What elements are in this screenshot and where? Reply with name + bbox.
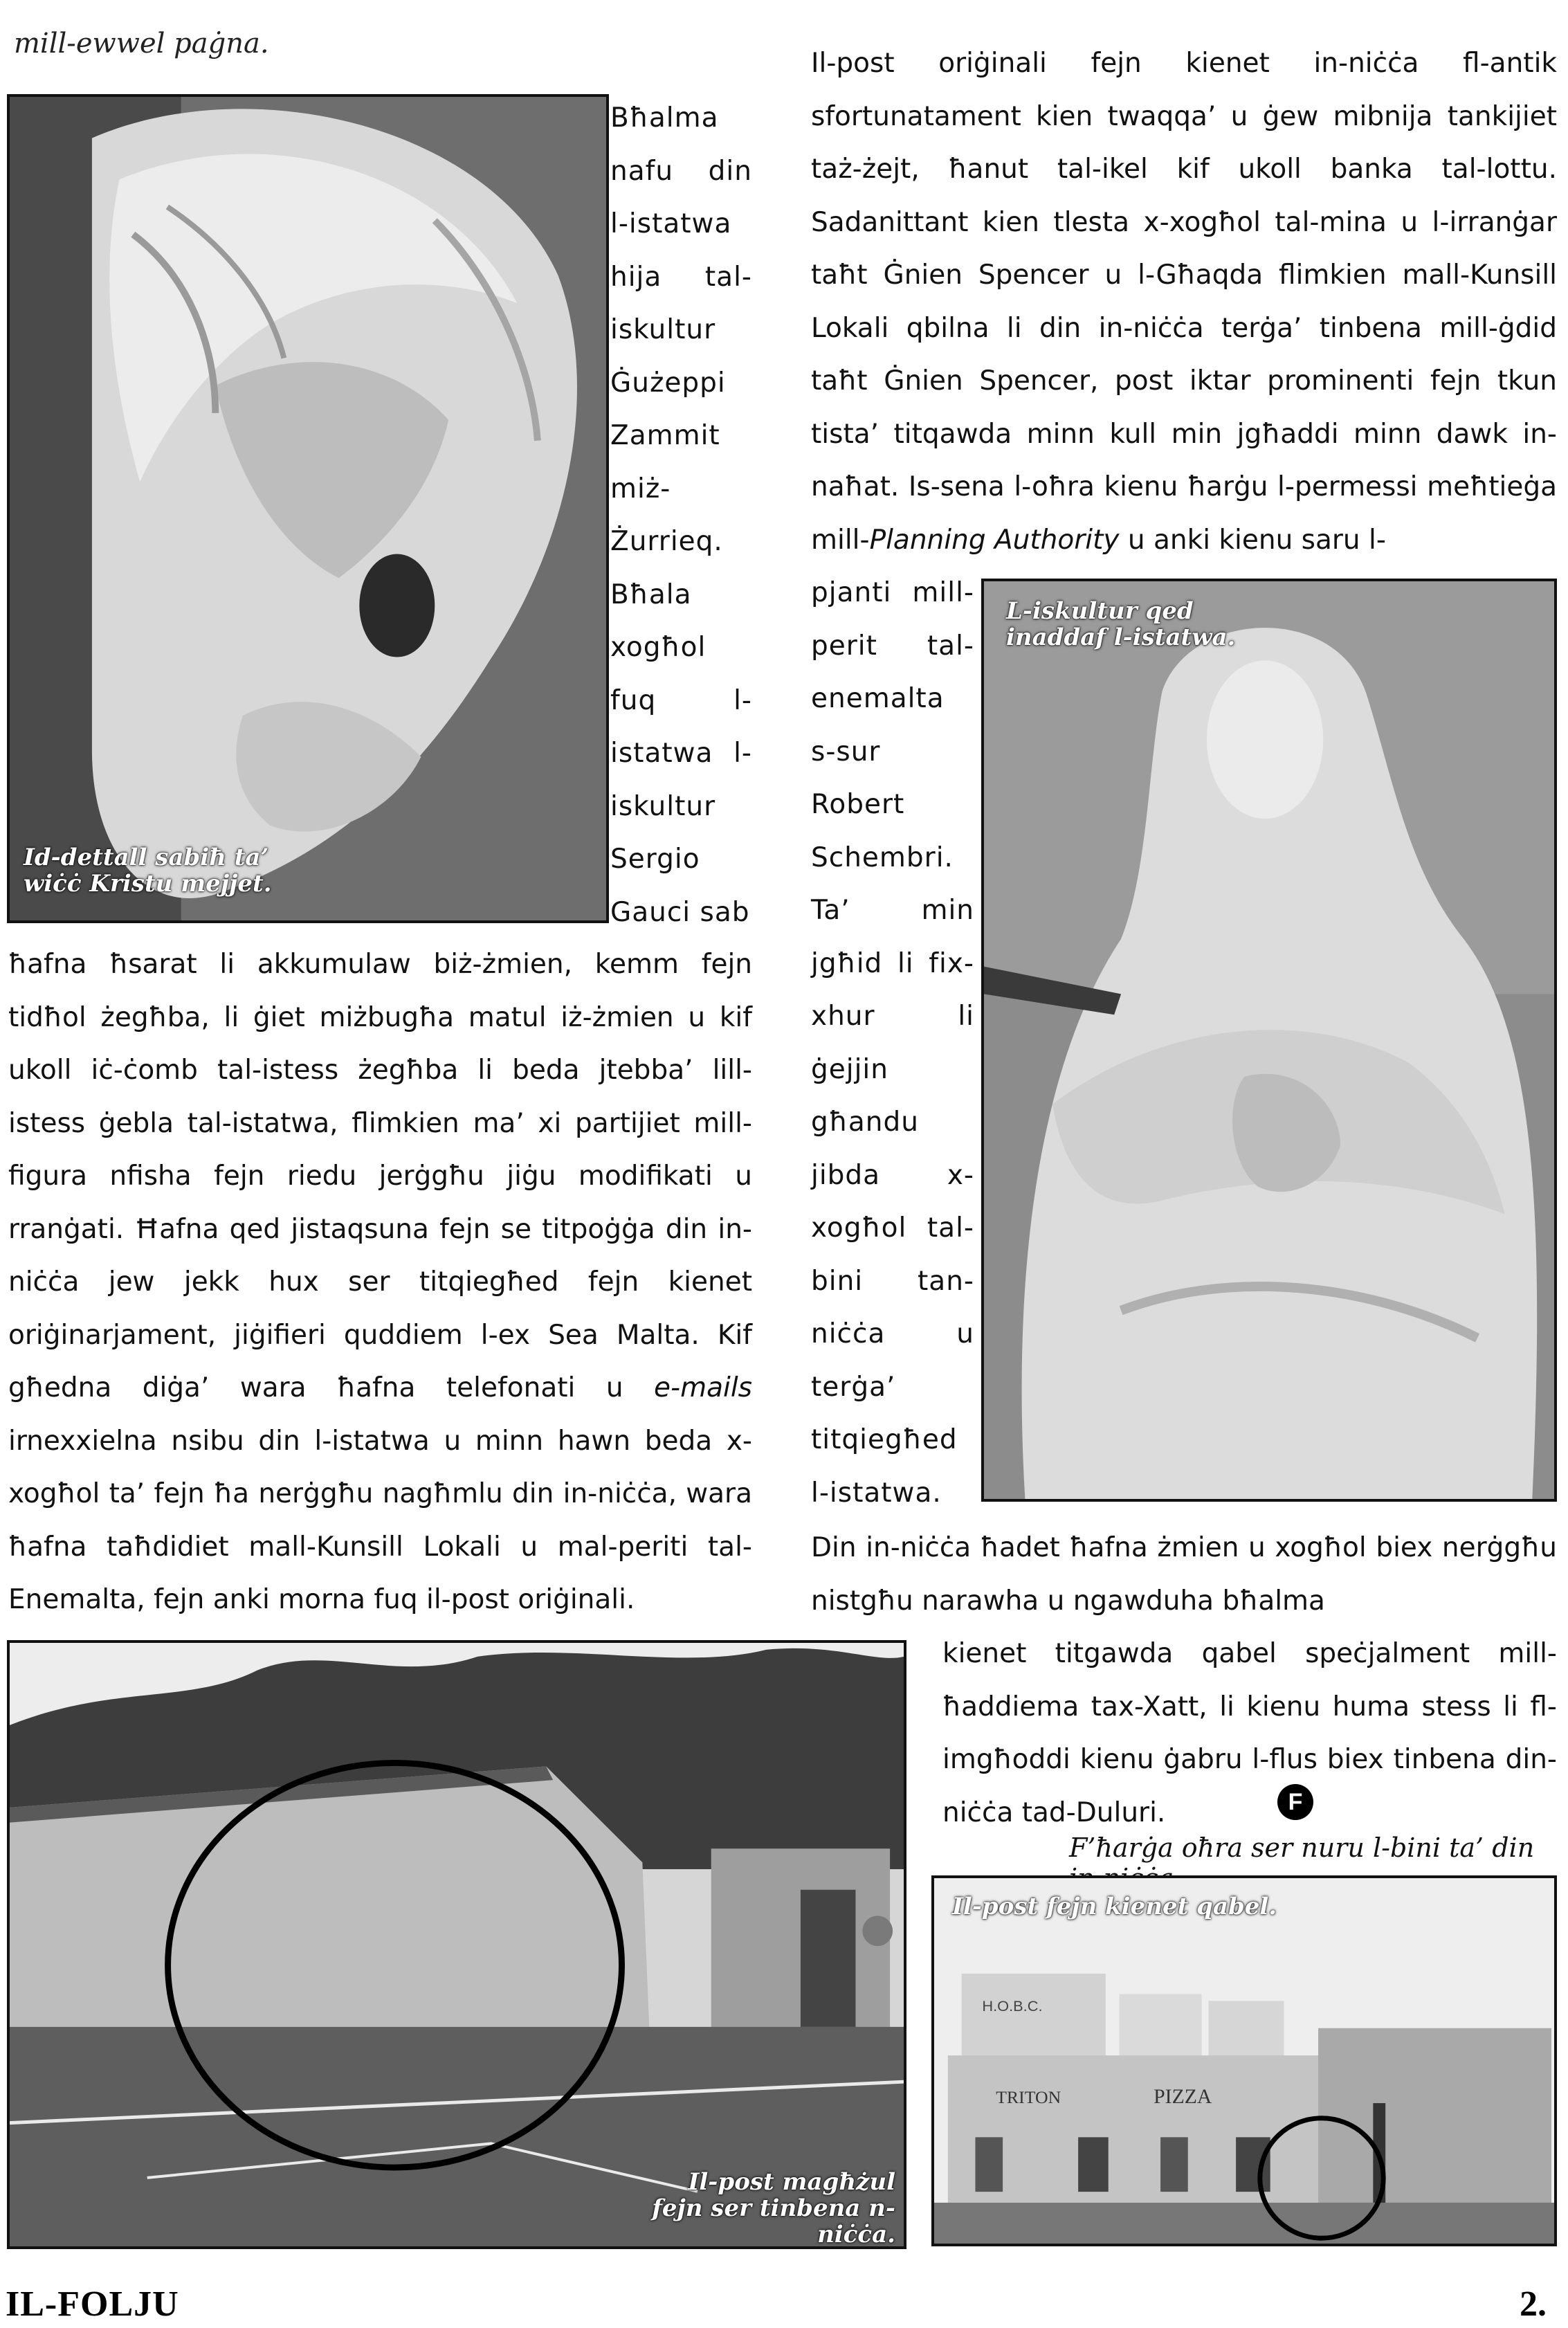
left-body-text xyxy=(8,938,752,1627)
end-mark-icon: F xyxy=(1277,1784,1313,1820)
intro-narrow-column: Bħalma nafu din l-istatwa hija tal-iskultur Ġużeppi Zammit miż-Żurrieq. Bħala xogħol fuq l-istatwa l-iskultur Sergio Gauci sab xyxy=(610,102,752,928)
page-number: 2. xyxy=(1520,2284,1547,2324)
sculptor-statue-illustration xyxy=(984,581,1554,1499)
caption-sculptor: L-iskultur qed inaddaf l-istatwa. xyxy=(1006,597,1236,651)
caption-chosen-site: Il-post magħżul fejn ser tinbena n-niċċa. xyxy=(652,2168,895,2248)
right-top-part-2: u anki kienu saru l- xyxy=(1119,524,1386,556)
section-header: mill-ewwel paġna. xyxy=(14,28,269,60)
original-site-illustration xyxy=(934,1878,1554,2244)
sign-triton: TRITON xyxy=(996,2087,1061,2108)
christ-face-illustration xyxy=(10,97,606,920)
right-end-text: kienet titgawda qabel speċjalment mill-ħaddiema tax-Xatt, li kienu huma stess li fl-imgħoddi kienu ġabru l-flus biex tinbena din-niċċa tad-Duluri. xyxy=(942,1638,1557,1828)
left-body-part-1: ħafna ħsarat li akkumulaw biż-żmien, kemm fejn tidħol żegħba, li ġiet miżbugħa matul iż-żmien u kif ukoll iċ-ċomb tal-istess żegħba li beda jtebba’ lill-istess ġebla tal-istatwa, flimkien ma’ xi partijiet mill-figura nfisha fejn riedu jerġgħu jiġu modifikati u rranġati. Ħafna qed jistaqsuna fejn se titpoġġa din in-niċċa jew jekk hux ser titqiegħed fejn kienet oriġinarjament, jiġifieri quddiem l-ex Sea Malta. Kif għedna diġa’ wara ħafna telefonati u xyxy=(8,949,752,1403)
sign-pizza: PIZZA xyxy=(1154,2086,1212,2109)
left-body-part-2: irnexxielna nsibu din l-istatwa u minn hawn beda x-xogħol ta’ fejn ħa nerġgħu nagħmlu din in-niċċa, wara ħafna taħdidiet mall-Kunsill Lokali u mal-periti tal-Enemalta, fejn anki morna fuq il-post oriġinali. xyxy=(8,1425,752,1615)
chosen-site-illustration xyxy=(10,1643,904,2246)
right-top-text xyxy=(811,37,1557,567)
caption-original-site: Il-post fejn kienet qabel. xyxy=(952,1893,1277,1920)
right-mid-text: Din in-niċċa ħadet ħafna żmien u xogħol biex nerġgħu nistgħu narawha u ngawduha bħalma xyxy=(811,1532,1557,1617)
photo-original-site xyxy=(931,1875,1557,2246)
right-top-part-1: Il-post oriġinali fejn kienet in-niċċa fl-antik sfortunatament kien twaqqa’ u ġew mibnija tankijiet taż-żejt, ħanut tal-ikel kif ukoll banka tal-lottu. Sadanittant kien tlesta x-xogħol tal-mina u l-irranġar taħt Ġnien Spencer u l-Għaqda flimkien mall-Kunsill Lokali qbilna li din in-niċċa terġa’ tinbena mill-ġdid taħt Ġnien Spencer, post iktar prominenti fejn tkun tista’ titqawda minn kull min jgħaddi minn dawk in-naħat. Is-sena l-oħra kienu ħarġu l-permessi meħtieġa mill- xyxy=(811,48,1557,556)
magazine-name: IL-FOLJU xyxy=(6,2284,179,2324)
photo-christ-face xyxy=(7,94,609,923)
left-body-emphasis: e-mails xyxy=(654,1372,752,1403)
photo-chosen-site xyxy=(7,1640,906,2249)
signoff-note: F’ħarġa oħra ser nuru l-bini ta’ din xyxy=(1069,1833,1535,1863)
sign-tank: H.O.B.C. xyxy=(982,1997,1043,2015)
photo-sculptor xyxy=(981,579,1557,1502)
right-narrow-column: pjanti mill-perit tal-enemalta s-sur Robert Schembri. Ta’ min jgħid li fix-xhur li ġejjin għandu jibda x-xogħol tal-bini tan-niċċa u terġa’ titqiegħed l-istatwa. xyxy=(811,577,974,1509)
right-top-emphasis: Planning Authority xyxy=(869,524,1120,556)
caption-christ-face: Id-dettall sabiħ ta’ wiċċ Kristu mejjet. xyxy=(24,844,272,898)
